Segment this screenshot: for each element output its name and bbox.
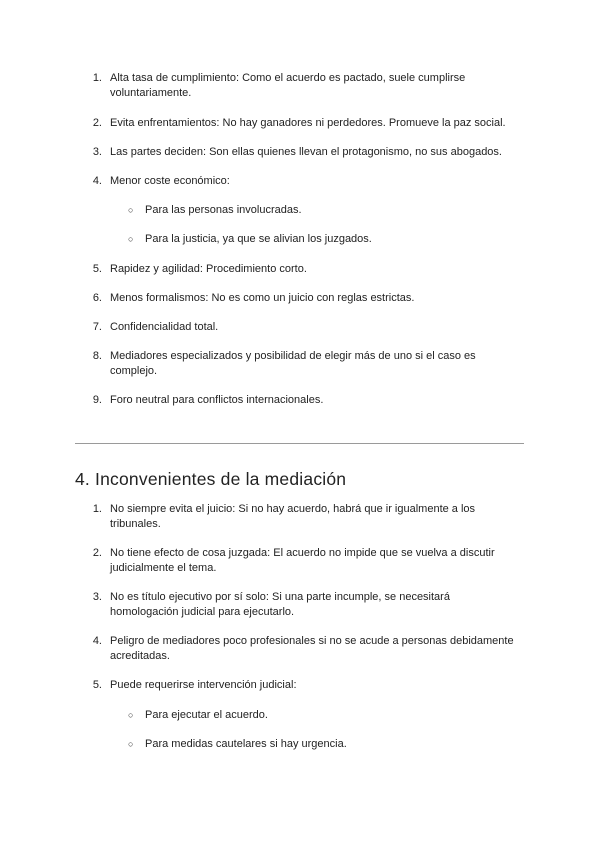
list-item-text: Foro neutral para conflictos internacionales. <box>110 394 324 406</box>
list-item-number: 6. <box>92 292 102 304</box>
sub-list-item-text: Para medidas cautelares si hay urgencia. <box>145 738 347 750</box>
list-item-number: 3. <box>92 591 102 603</box>
list-item-number: 4. <box>92 635 102 647</box>
list-item-text: Alta tasa de cumplimiento: Como el acuerdo es pactado, suele cumplirse voluntariamente. <box>110 72 466 99</box>
hollow-circle-bullet-icon: ○ <box>128 710 134 720</box>
list-item-text: Evita enfrentamientos: No hay ganadores ni perdedores. Promueve la paz social. <box>110 117 506 129</box>
section-heading: 4. Inconvenientes de la mediación <box>75 469 347 489</box>
list-item-number: 9. <box>92 394 102 406</box>
list-item-number: 5. <box>92 679 102 691</box>
list-item-number: 4. <box>92 175 102 187</box>
list-item-text: No siempre evita el juicio: Si no hay acuerdo, habrá que ir igualmente a los tribunales. <box>110 503 476 530</box>
list-item-number: 8. <box>92 350 102 362</box>
list-item-number: 1. <box>92 72 102 84</box>
list-item-text: Puede requerirse intervención judicial: <box>110 679 297 691</box>
list-item-text: Confidencialidad total. <box>110 321 219 333</box>
list-item-text: Peligro de mediadores poco profesionales si no se acude a personas debidamente acreditadas. <box>110 635 514 662</box>
sub-list-item-text: Para la justicia, ya que se alivian los juzgados. <box>145 233 372 245</box>
hollow-circle-bullet-icon: ○ <box>128 234 134 244</box>
list-item-text: No es título ejecutivo por sí solo: Si una parte incumple, se necesitará homologación judicial para ejecutarlo. <box>110 591 450 618</box>
list-item-number: 2. <box>92 117 102 129</box>
list-item-number: 2. <box>92 547 102 559</box>
list-item-text: Rapidez y agilidad: Procedimiento corto. <box>110 263 307 275</box>
sub-list-item-text: Para ejecutar el acuerdo. <box>145 709 268 721</box>
list-item-number: 1. <box>92 503 102 515</box>
horizontal-divider <box>75 443 524 444</box>
list-item-text: Menor coste económico: <box>110 175 230 187</box>
hollow-circle-bullet-icon: ○ <box>128 205 134 215</box>
sub-list-item-text: Para las personas involucradas. <box>145 204 302 216</box>
list-item-text: No tiene efecto de cosa juzgada: El acuerdo no impide que se vuelva a discutir judicialmente el tema. <box>110 547 495 574</box>
list-item-text: Las partes deciden: Son ellas quienes llevan el protagonismo, no sus abogados. <box>110 146 502 158</box>
list-item-number: 5. <box>92 263 102 275</box>
list-item-number: 3. <box>92 146 102 158</box>
list-item-number: 7. <box>92 321 102 333</box>
list-item-text: Menos formalismos: No es como un juicio con reglas estrictas. <box>110 292 415 304</box>
list-item-text: Mediadores especializados y posibilidad de elegir más de uno si el caso es complejo. <box>110 350 476 377</box>
hollow-circle-bullet-icon: ○ <box>128 739 134 749</box>
